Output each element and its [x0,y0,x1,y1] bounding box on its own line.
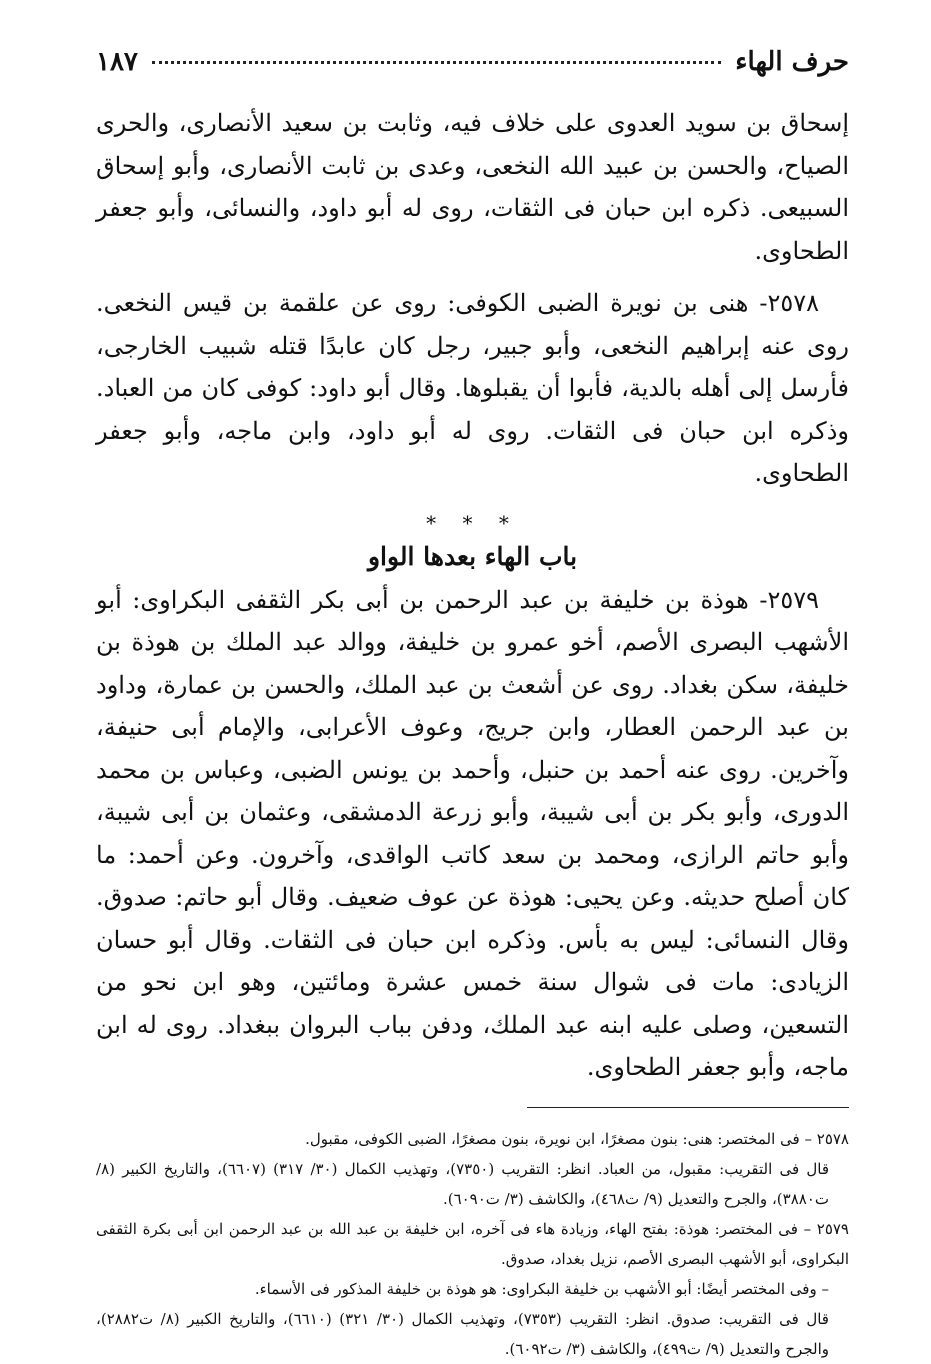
entry-2578 [96,282,849,495]
entry-text: هنى بن نويرة الضبى الكوفى: روى عن علقمة بن قيس النخعى. روى عنه إبراهيم النخعى، وأبو جبير، رجل كان عابدًا قتله شبيب الخارجى، فأرسل إلى أهله بالدية، فأبوا أن يقبلوها. وقال أبو داود: كوفى كان من العباد. وذكره ابن حبان فى الثقات. روى له أبو داود، وابن ماجه، وأبو جعفر الطحاوى. [96,289,849,487]
footnote-2579: ٢٥٧٩ – فى المختصر: هوذة: بفتح الهاء، وزيادة هاء فى آخره، ابن خليفة بن عبد الله بن عبد الرحمن ابن أبى بكرة الثقفى البكراوى، أبو الأشهب البصرى الأصم، نزيل بغداد، صدوق. [96,1219,849,1268]
entry-number: ٢٥٧٩- [759,585,819,614]
entry-text: هوذة بن خليفة بن عبد الرحمن بن أبى بكر الثقفى البكراوى: أبو الأشهب البصرى الأصم، أخو عمرو بن خليفة، ووالد عبد الملك بن هوذة بن خليفة، سكن بغداد. روى عن أشعث بن عبد الملك، والحسن بن عمارة، وداود بن عبد الرحمن العطار، وابن جريج، وعوف الأعرابى، والإمام أبى حنيفة، وآخرين. روى عنه أحمد بن حنبل، وأحمد بن يونس الضبى، وعباس بن محمد الدورى، وأبو بكر بن أبى شيبة، وأبو زرعة الدمشقى، وعثمان بن أبى شيبة، وأبو حاتم الرازى، ومحمد بن سعد كاتب الواقدى، وآخرون. وعن أحمد: ما كان أصلح حديثه. وعن يحيى: هوذة عن عوف ضعيف. وقال أبو حاتم: صدوق. وقال النسائى: ليس به بأس. وذكره ابن حبان فى الثقات. وقال أبو حسان الزيادى: مات فى شوال سنة خمس عشرة ومائتين، وهو ابن نحو من التسعين، وصلى عليه ابنه عبد الملك، ودفن بباب البروان ببغداد. روى له ابن ماجه، وأبو جعفر الطحاوى. [96,585,849,1081]
dotted-leader [152,61,721,64]
footnotes-section [96,1124,849,1364]
chapter-running-title: حرف الهاء [735,47,849,77]
footnote-2578-sources: قال فى التقريب: مقبول، من العباد. انظر: التقريب (٧٣٥٠)، وتهذيب الكمال (٣٠/ ٣١٧) (٦٦٠٧)، والتاريخ الكبير (٨/ ت٣٨٨٠)، والجرح والتعديل (٩/ ت٤٦٨)، والكاشف (٣/ ت٦٠٩٠). [96,1159,829,1208]
section-separator-stars: * * * [426,510,519,535]
footnote-separator-rule [527,1107,849,1108]
chapter-heading: باب الهاء بعدها الواو [367,541,578,571]
entry-number: ٢٥٧٨- [759,289,820,317]
page-number: ١٨٧ [96,47,138,77]
footnote-2579-sources: قال فى التقريب: صدوق. انظر: التقريب (٧٣٥٣)، وتهذيب الكمال (٣٠/ ٣٢١) (٦٦١٠)، والتاريخ الكبير (٨/ ت٢٨٨٢)، والجرح والتعديل (٩/ ت٤٩٩)، والكاشف (٣/ ت٦٠٩٢). [96,1309,829,1358]
continued-paragraph: إسحاق بن سويد العدوى على خلاف فيه، وثابت بن سعيد الأنصارى، والحرى الصياح، والحسن بن عبيد الله النخعى، وعدى بن ثابت الأنصارى، وأبو إسحاق السبيعى. ذكره ابن حبان فى الثقات، روى له أبو داود، والنسائى، وأبو جعفر الطحاوى. [96,109,849,265]
entry-2579 [96,579,849,1089]
footnote-2578: ٢٥٧٨ – فى المختصر: هنى: بنون مصغرًا، ابن نويرة، بنون مصغرًا، الضبى الكوفى، مقبول. [305,1129,849,1148]
footnote-2579-note: – وفى المختصر أيضًا: أبو الأشهب بن خليفة البكراوى: هو هوذة بن خليفة المذكور فى الأسماء. [254,1279,829,1298]
running-header [96,42,849,90]
